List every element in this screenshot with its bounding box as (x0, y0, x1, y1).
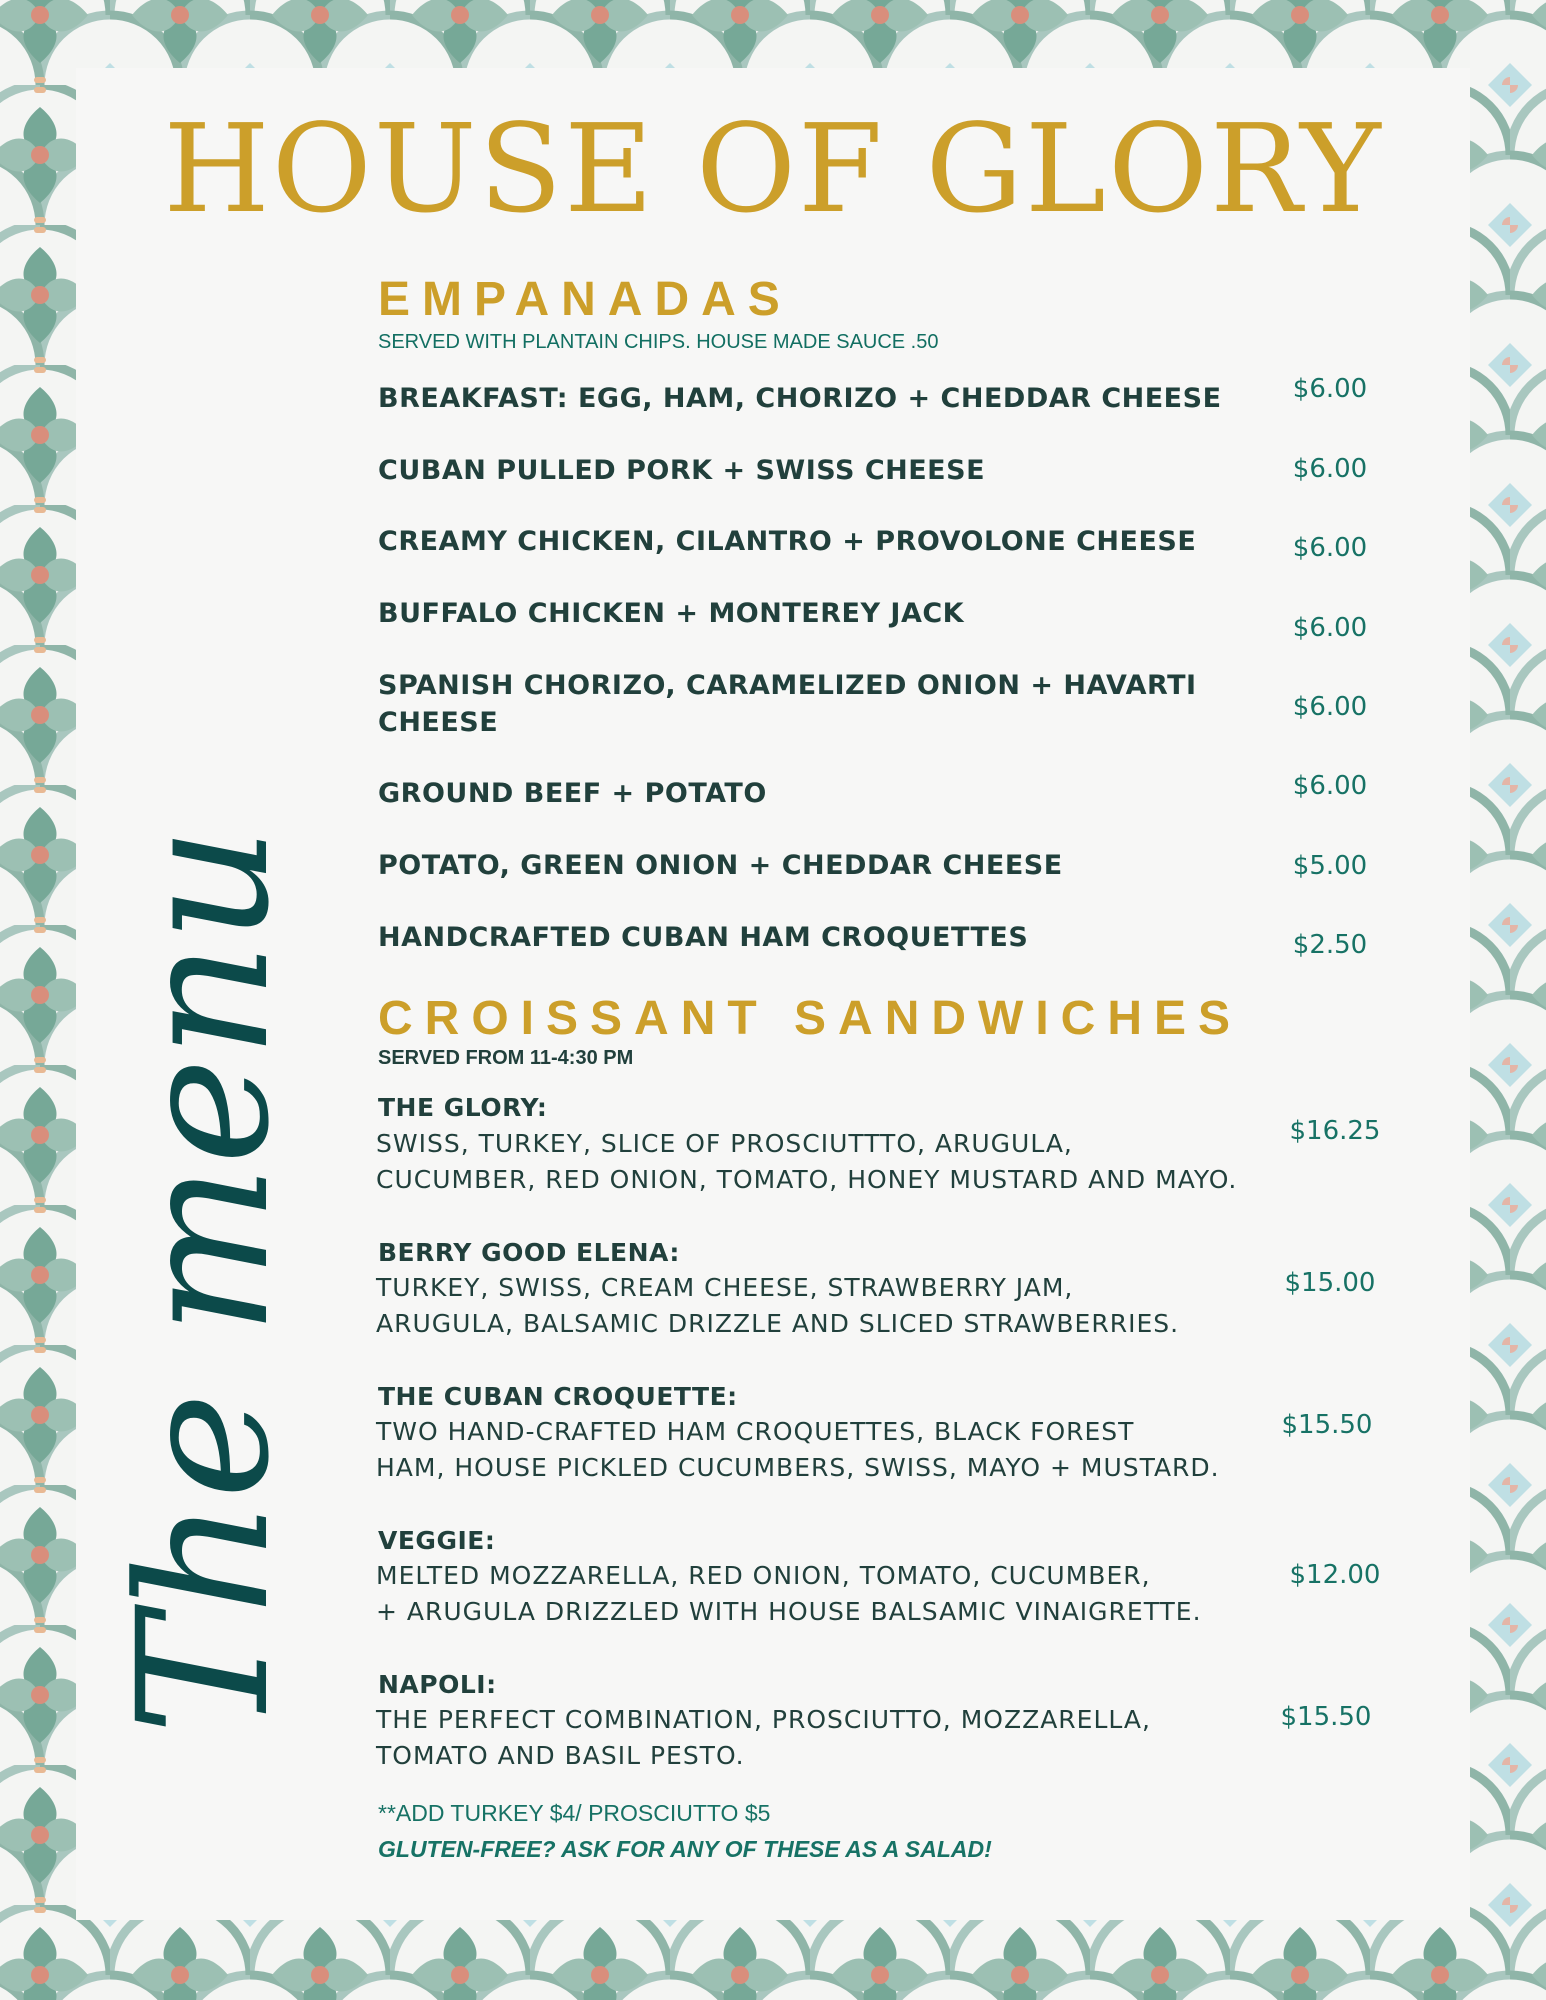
empanada-price: $6.00 (1292, 374, 1368, 404)
sandwich-price: $15.50 (1280, 1702, 1372, 1732)
sandwich-price: $12.00 (1289, 1560, 1381, 1590)
empanada-price: $6.00 (1292, 454, 1368, 484)
empanada-item: POTATO, GREEN ONION + CHEDDAR CHEESE (378, 850, 1063, 881)
empanada-price: $6.00 (1292, 771, 1368, 801)
sandwich-name: BERRY GOOD ELENA: (378, 1238, 680, 1267)
sandwich-price: $15.00 (1284, 1268, 1376, 1298)
empanada-item: BREAKFAST: EGG, HAM, CHORIZO + CHEDDAR CHEESE (378, 383, 1222, 414)
sandwich-description: THE PERFECT COMBINATION, PROSCIUTTO, MOZZARELLA, TOMATO AND BASIL PESTO. (376, 1705, 1151, 1770)
sandwich-name: VEGGIE: (378, 1526, 496, 1555)
sandwich-description: SWISS, TURKEY, SLICE OF PROSCIUTTTO, ARUGULA, CUCUMBER, RED ONION, TOMATO, HONEY MUSTARD AND MAYO. (376, 1129, 1238, 1194)
empanada-item: BUFFALO CHICKEN + MONTEREY JACK (378, 598, 965, 629)
empanada-price: $2.50 (1292, 930, 1368, 960)
sandwich-description: TURKEY, SWISS, CREAM CHEESE, STRAWBERRY JAM, ARUGULA, BALSAMIC DRIZZLE AND SLICED STRAWBERRIES. (376, 1273, 1180, 1338)
sandwich-name: THE GLORY: (378, 1093, 548, 1122)
empanada-item: GROUND BEEF + POTATO (378, 778, 767, 809)
restaurant-title: HOUSE OF GLORY (163, 98, 1383, 240)
sandwich-description: MELTED MOZZARELLA, RED ONION, TOMATO, CUCUMBER, + ARUGULA DRIZZLED WITH HOUSE BALSAMIC VINAIGRETTE. (376, 1561, 1202, 1626)
empanada-price: $5.00 (1292, 851, 1368, 881)
empanada-price: $6.00 (1292, 613, 1368, 643)
croissant-heading: CROISSANT SANDWICHES (378, 992, 1243, 1045)
empanadas-subheading: SERVED WITH PLANTAIN CHIPS. HOUSE MADE SAUCE .50 (378, 331, 939, 353)
empanada-item: CREAMY CHICKEN, CILANTRO + PROVOLONE CHEESE (378, 526, 1197, 557)
sandwich-name: NAPOLI: (378, 1670, 497, 1699)
empanada-price: $6.00 (1292, 533, 1368, 563)
script-title: The menu (100, 826, 309, 1735)
addons-note: **ADD TURKEY $4/ PROSCIUTTO $5 (378, 1800, 771, 1826)
gluten-free-note: GLUTEN-FREE? ASK FOR ANY OF THESE AS A SALAD! (378, 1836, 992, 1862)
empanadas-heading: EMPANADAS (378, 273, 792, 326)
empanada-item: CUBAN PULLED PORK + SWISS CHEESE (378, 455, 986, 486)
sandwich-name: THE CUBAN CROQUETTE: (378, 1382, 738, 1411)
empanada-item: SPANISH CHORIZO, CARAMELIZED ONION + HAVARTI CHEESE (378, 670, 1197, 738)
croissant-subheading: SERVED FROM 11-4:30 PM (378, 1047, 634, 1069)
empanada-price: $6.00 (1292, 692, 1368, 722)
sandwich-price: $15.50 (1281, 1410, 1373, 1440)
sandwich-price: $16.25 (1289, 1116, 1381, 1146)
empanada-item: HANDCRAFTED CUBAN HAM CROQUETTES (378, 922, 1029, 953)
sandwich-description: TWO HAND-CRAFTED HAM CROQUETTES, BLACK FOREST HAM, HOUSE PICKLED CUCUMBERS, SWISS, MAYO + MUSTARD. (376, 1417, 1220, 1482)
